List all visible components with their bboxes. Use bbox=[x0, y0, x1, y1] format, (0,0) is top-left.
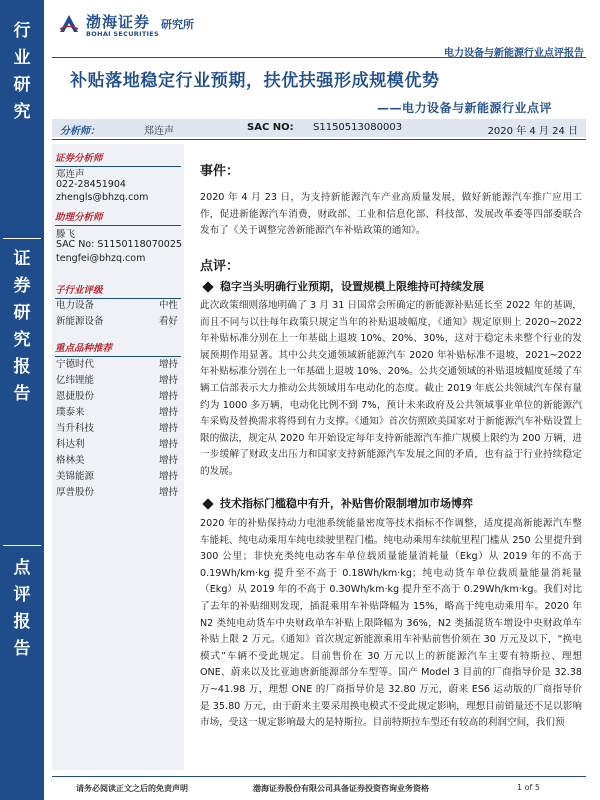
pick-row bbox=[56, 484, 178, 498]
strip-rule bbox=[52, 139, 586, 140]
diamond-bullet-icon bbox=[202, 281, 213, 292]
band-char: 报 bbox=[13, 357, 31, 377]
band-char: 告 bbox=[13, 384, 31, 404]
left-vertical-band bbox=[0, 0, 44, 800]
band-divider bbox=[3, 545, 41, 546]
comment-heading: 点评： bbox=[200, 259, 240, 274]
point-1-paragraph: 此次政策细则落地明确了 3 月 31 日国常会所确定的新能源补贴延长至 2022 年的基调，而且不同与以往每年政策只规定当年的补贴退坡幅度，《通知》规定原则上 2020~2022 年补贴标准分别在上一年基础上退坡 10%、20%、30%，这对于稳定未来整个行业的发展预期作用显著。其中公共交通领域新能源汽车 2020 年补贴标准不退坡，2021~2022 年补贴标准分别在上一年基础上退坡 10%、20%。公共交通领域的补贴退坡幅度延缓了车辆工信部表示大力推动公共领域用车电动化的态度。截止 2019 年底公共领域汽车保有量约为 1000 多万辆，电动化比例不到 7%，预计未来政府及公共领域事业单位的新能源汽车采购及替换需求将得到有力支撑。《通知》首次仿照欧美国家对于新能源汽车补贴设置上限的做法，规定从 2020 年开始设定每年支持新能源汽车推广规模上限约为 200 万辆，进一步缓解了财政支出压力和国家支持新能源汽车发展之间的矛盾，也有益于行业持续稳定的发展。 bbox=[200, 300, 582, 477]
band-char: 评 bbox=[13, 585, 31, 605]
analyst-email: zhengls@bhzq.com bbox=[56, 192, 149, 203]
footer-rule bbox=[52, 776, 586, 777]
point-2-title: 技术指标门槛稳中有升，补贴售价限制增加市场博弈 bbox=[220, 497, 473, 510]
analyst-name: 郑连声 bbox=[144, 126, 174, 137]
diamond-bullet-icon bbox=[202, 498, 213, 509]
pick-row bbox=[56, 468, 178, 482]
institute-label: 研究所 bbox=[161, 18, 194, 31]
band-char: 究 bbox=[13, 102, 31, 122]
header-rule bbox=[52, 57, 586, 58]
rating-industry: 电力设备 bbox=[56, 300, 95, 311]
pick-row bbox=[56, 372, 178, 386]
band-char: 点 bbox=[13, 558, 31, 578]
band-label-securities-report bbox=[0, 246, 44, 408]
pick-name: 厚普股份 bbox=[56, 487, 95, 498]
band-char: 券 bbox=[13, 276, 31, 296]
sac-label: SAC NO: bbox=[247, 122, 294, 133]
pick-rating: 增持 bbox=[158, 455, 178, 466]
pick-rating: 增持 bbox=[158, 439, 178, 450]
band-char: 究 bbox=[13, 330, 31, 350]
band-label-industry-research bbox=[0, 18, 44, 126]
band-char: 业 bbox=[13, 48, 31, 68]
pick-name: 科达利 bbox=[56, 439, 85, 450]
key-picks-heading: 重点品种推荐 bbox=[55, 340, 181, 357]
pick-rating: 增持 bbox=[158, 359, 178, 370]
band-char: 研 bbox=[13, 75, 31, 95]
footer-disclaimer-note: 请务必阅读正文之后的免责声明 bbox=[76, 784, 188, 793]
band-char: 证 bbox=[13, 249, 31, 269]
analyst-phone: 022-28451904 bbox=[56, 179, 126, 190]
assistant-heading: 助理分析师 bbox=[55, 209, 181, 226]
pick-name: 宁德时代 bbox=[56, 359, 95, 370]
band-char: 研 bbox=[13, 303, 31, 323]
rating-industry: 新能源设备 bbox=[56, 316, 104, 327]
pick-rating: 增持 bbox=[158, 375, 178, 386]
rating-value: 看好 bbox=[158, 316, 178, 327]
sidebar bbox=[52, 144, 184, 770]
pick-rating: 增持 bbox=[158, 407, 178, 418]
analyst-heading: 证券分析师 bbox=[55, 150, 181, 167]
logo-english-name: BOHAI SECURITIES bbox=[86, 30, 159, 38]
analyst-strip bbox=[52, 119, 586, 137]
rating-row bbox=[56, 297, 178, 311]
report-date: 2020 年 4 月 24 日 bbox=[487, 126, 578, 137]
page-subtitle: ——电力设备与新能源行业点评 bbox=[376, 101, 552, 115]
pick-rating: 增持 bbox=[158, 423, 178, 434]
sac-number: S1150513080003 bbox=[313, 122, 403, 133]
pick-row bbox=[56, 356, 178, 370]
sub-industry-rating-heading: 子行业评级 bbox=[55, 282, 181, 299]
rating-row bbox=[56, 313, 178, 327]
analyst-label: 分析师： bbox=[60, 126, 100, 137]
band-label-comment-report bbox=[0, 555, 44, 663]
bohai-logo-icon bbox=[58, 12, 80, 34]
band-char: 报 bbox=[13, 612, 31, 632]
event-paragraph: 2020 年 4 月 23 日，为支持新能源汽车产业高质量发展，做好新能源汽车推广应用工作，促进新能源汽车消费，财政部、工业和信息化部、科技部、发展改革委等四部委联合发布了《关于调整完善新能源汽车补贴政策的通知》。 bbox=[200, 192, 582, 237]
point-1-title: 稳字当头明确行业预期，设置规模上限维持可持续发展 bbox=[220, 280, 484, 293]
analyst-name: 郑连声 bbox=[56, 169, 85, 180]
assistant-email: tengfei@bhzq.com bbox=[56, 253, 146, 264]
pick-row bbox=[56, 452, 178, 466]
page-number: 1 of 5 bbox=[517, 783, 540, 792]
assistant-sac: SAC No: S1150118070025 bbox=[56, 239, 182, 250]
pick-name: 亿纬锂能 bbox=[56, 375, 95, 386]
rating-value: 中性 bbox=[158, 300, 178, 311]
page-title: 补贴落地稳定行业预期，扶优扶强形成规模优势 bbox=[70, 71, 440, 91]
pick-name: 美锦能源 bbox=[56, 471, 95, 482]
pick-name: 当升科技 bbox=[56, 423, 95, 434]
assistant-name: 滕飞 bbox=[56, 229, 76, 240]
pick-name: 璞泰来 bbox=[56, 407, 85, 418]
band-divider bbox=[3, 238, 41, 239]
logo-chinese-name: 渤海证券 bbox=[86, 13, 151, 31]
pick-rating: 增持 bbox=[158, 471, 178, 482]
band-char: 告 bbox=[13, 639, 31, 659]
pick-name: 恩捷股份 bbox=[56, 391, 95, 402]
pick-row bbox=[56, 420, 178, 434]
pick-rating: 增持 bbox=[158, 487, 178, 498]
report-type: 电力设备与新能源行业点评报告 bbox=[444, 48, 584, 59]
pick-row bbox=[56, 388, 178, 402]
footer-company-qualification: 渤海证券股份有限公司具备证券投资咨询业务资格 bbox=[253, 784, 429, 793]
pick-rating: 增持 bbox=[158, 391, 178, 402]
point-1-heading bbox=[200, 278, 484, 294]
point-2-paragraph: 2020 年的补贴保持动力电池系统能量密度等技术指标不作调整，适度提高新能源汽车整车能耗、纯电动乘用车纯电续驶里程门槛。纯电动乘用车续航里程门槛从 250 公里提升到 300 公里；非快充类纯电动客车单位载质量能量消耗量（Ekg）从 2019 年的不高于 0.19Wh/km·kg 提升至不高于 0.18Wh/km·kg；纯电动货车单位载质量能量消耗量（Ekg）从 2019 年的不高于 0.30Wh/km·kg 提升至不高于 0.29Wh/km·kg。我们对比了去年的补贴细则发现，插混乘用车补贴降幅为 15%，略高于纯电动乘用车。2020 年 N2 类纯电动货车中央财政单车补贴上限降幅为 36%，N2 类插混货车增设中央财政单车补贴上限 2 万元。《通知》首次规定新能源乘用车补贴前售价须在 30 万元及以下，“换电模式”车辆不受此规定。目前售价在 30 万元以上的新能源汽车主要有特斯拉、理想 ONE、蔚来以及比亚迪唐新能源部分车型等。国产 Model 3 目前的厂商指导价是 32.38 万~41.98 万，理想 ONE 的厂商指导价是 32.80 万元，蔚来 ES6 运动版的厂商指导价是 35.80 万元，由于蔚来主要采用换电模式不受此规定影响，理想目前销量还不足以影响市场，受这一规定影响最大的是特斯拉。目前特斯拉车型还有较高的利润空间，我们预 bbox=[200, 518, 582, 729]
pick-row bbox=[56, 436, 178, 450]
point-2-heading bbox=[200, 495, 473, 511]
band-char: 行 bbox=[13, 21, 31, 41]
event-heading: 事件： bbox=[200, 164, 240, 179]
pick-row bbox=[56, 404, 178, 418]
pick-name: 格林美 bbox=[56, 455, 85, 466]
